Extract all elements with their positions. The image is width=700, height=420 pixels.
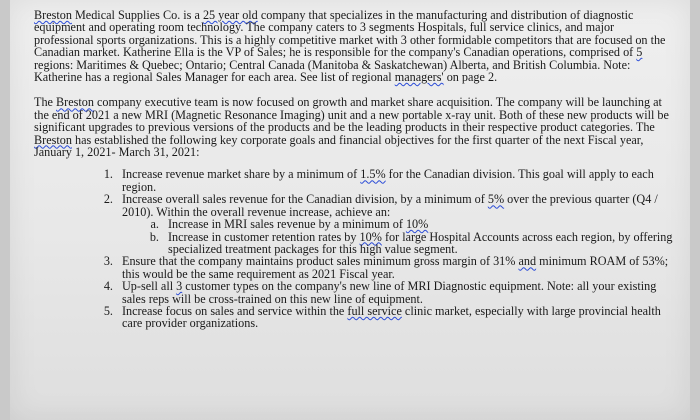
underlined-managers: managers' <box>394 70 444 85</box>
goal-1-text-2: for the Canadian division. This goal will apply to each region. <box>122 167 654 194</box>
goals-list <box>34 168 674 329</box>
intro-paragraph <box>34 9 674 83</box>
goals-intro-paragraph <box>34 96 674 158</box>
goal-2b-underlined: 10% <box>359 229 382 244</box>
goal-2b-text-2: for large Hospital Accounts across each region, by offering specialized treatment packages for this high value segment. <box>168 229 673 256</box>
goal-2a-text: Increase in MRI sales revenue by a minimum of <box>168 217 406 232</box>
goal-5-underlined: full service <box>347 303 402 318</box>
goal-2-text-2: over the previous quarter (Q4 / 2010). Within the overall revenue increase, achieve an: <box>122 192 658 219</box>
goal-2a-underlined: 10% <box>405 217 429 232</box>
goal-2b-text-1: Increase in customer retention rates by <box>168 229 360 244</box>
goals-intro-text-1: The <box>34 95 56 110</box>
intro-text-2: company that specializes in the manufacturing and distribution of diagnostic equipment and operating room technology. The company caters to 3 segments Hospitals, full service clinics, and major professional sports organizations. This is a highly competitive market with 3 other formidable competitors that are focused on the Canadian market. Katherine Ella is the VP of Sales; he is responsible for the company's Canadian operations, comprised of <box>34 8 666 60</box>
goals-intro-text-2: company executive team is now focused on growth and market share acquisition. The company will be launching at the end of 2021 a new MRI (Magnetic Resonance Imaging) unit and a new portable x-ray unit. Both of these new products will be significant upgrades to previous versions of the products and be the leading products in their respective product categories. The <box>34 95 669 135</box>
goal-item-5 <box>116 305 674 330</box>
goal-4-text-1: Up-sell all <box>122 279 177 294</box>
goal-item-4 <box>116 280 674 305</box>
intro-text-1: Medical Supplies Co. is a <box>71 8 203 22</box>
goal-2-sublist <box>122 218 674 255</box>
intro-text-4: on page 2. <box>443 70 498 85</box>
underlined-region-count: 5 <box>636 45 643 60</box>
goal-item-2 <box>116 193 674 255</box>
company-name-underlined-3: Breston <box>34 132 72 147</box>
goal-5-text-1: Increase focus on sales and service within the <box>122 303 348 318</box>
goals-intro-text-3: has established the following key corporate goals and financial objectives for the first quarter of the next Fiscal year, January 1, 2021- March 31, 2021: <box>34 132 644 160</box>
document-page <box>10 0 690 420</box>
goal-3-underlined: and <box>518 254 537 269</box>
goal-2b-item <box>162 231 674 256</box>
goal-3-text-2: minimum ROAM of 53%; this would be the same requirement as 2021 Fiscal year. <box>122 254 669 281</box>
goal-1-text-1: Increase revenue market share by a minimum of <box>122 167 361 182</box>
intro-text-3: regions: Maritimes & Quebec; Ontario; Central Canada (Manitoba & Saskatchewan) Alberta, and British Columbia. Note: Katherine has a regional Sales Manager for each area. See list of regional <box>34 57 631 85</box>
company-name-underlined-2: Breston <box>56 95 94 110</box>
goal-2-underlined: 5% <box>487 192 505 207</box>
goal-4-underlined: 3 <box>176 279 183 294</box>
company-name-underlined: Breston <box>34 8 72 22</box>
goal-4-text-2: customer types on the company's new line of MRI Diagnostic equipment. Note: all your existing sales reps will be cross-trained on this new line of equipment. <box>122 279 657 306</box>
goal-3-text-1: Ensure that the company maintains product sales minimum gross margin of 31% <box>122 254 519 269</box>
goal-item-3 <box>116 255 674 280</box>
document-content <box>34 9 674 330</box>
goal-1-underlined: 1.5% <box>360 167 386 182</box>
goal-item-1 <box>116 168 674 193</box>
goal-5-text-2: clinic market, especially with large provincial health care provider organizations. <box>122 303 661 331</box>
underlined-age: 25 year old <box>202 8 258 22</box>
goal-2-text-1: Increase overall sales revenue for the Canadian division, by a minimum of <box>122 192 488 207</box>
